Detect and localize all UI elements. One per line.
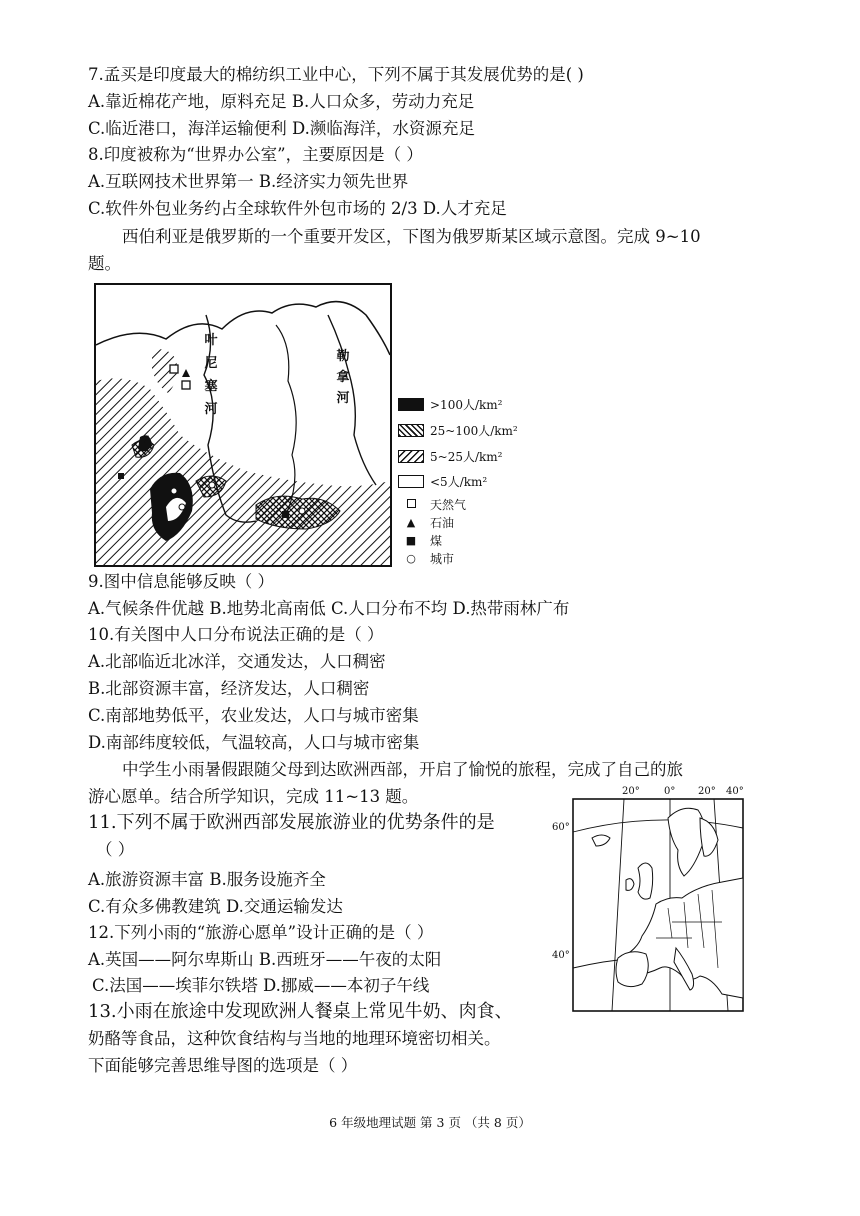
q8-options-ab: A.互联网技术世界第一 B.经济实力领先世界	[88, 172, 409, 191]
q8-options-cd: C.软件外包业务约占全球软件外包市场的 2/3 D.人才充足	[88, 199, 507, 218]
q10-option-b: B.北部资源丰富，经济发达，人口稠密	[88, 679, 370, 698]
q11-stem: 11.下列不属于欧洲西部发展旅游业的优势条件的是	[88, 812, 495, 833]
q12-stem: 12.下列小雨的“旅游心愿单”设计正确的是（ ）	[88, 923, 434, 942]
q8-stem: 8.印度被称为“世界办公室”，主要原因是（ ）	[88, 145, 423, 164]
lon-label-0: 0°	[664, 786, 676, 797]
russia-region-map	[94, 283, 392, 567]
intro-9-10-line2: 题。	[88, 254, 121, 273]
legend-item-under-5: <5人/km²	[398, 473, 487, 489]
q13-line3: 下面能够完善思维导图的选项是（ ）	[88, 1056, 358, 1075]
intro-11-13-line1: 中学生小雨暑假跟随父母到达欧洲西部，开启了愉悦的旅程，完成了自己的旅	[122, 760, 683, 779]
russia-map-graphic	[96, 285, 390, 565]
q10-stem: 10.有关图中人口分布说法正确的是（ ）	[88, 625, 384, 644]
legend-item-5-25: 5~25人/km²	[398, 448, 502, 464]
europe-map-graphic	[572, 798, 744, 1012]
legend-item-city: ○ 城市	[406, 551, 455, 566]
lena-river-label: 勒 拿 河	[336, 349, 350, 406]
q11-paren: （ ）	[96, 840, 135, 859]
russia-map-legend	[398, 396, 538, 568]
oil-icon: ▲	[406, 515, 416, 529]
q11-options-ab: A.旅游资源丰富 B.服务设施齐全	[88, 870, 326, 889]
coal-icon: ■	[405, 533, 417, 547]
q7-options-ab: A.靠近棉花产地，原料充足 B.人口众多，劳动力充足	[88, 92, 475, 111]
q10-option-d: D.南部纬度较低，气温较高，人口与城市密集	[88, 733, 420, 752]
legend-item-oil: ▲ 石油	[406, 515, 455, 530]
city-icon: ○	[406, 551, 416, 565]
lat-label-40n: 40°	[552, 950, 570, 961]
lon-label-20w: 20°	[622, 786, 640, 797]
yenisei-river-label: 叶 尼 塞 河	[204, 333, 218, 417]
q11-options-cd: C.有众多佛教建筑 D.交通运输发达	[88, 897, 343, 916]
legend-item-over-100: >100人/km²	[398, 396, 502, 412]
europe-map	[552, 786, 752, 1016]
legend-item-coal: ■ 煤	[405, 533, 443, 548]
q10-option-c: C.南部地势低平，农业发达，人口与城市密集	[88, 706, 419, 725]
legend-item-25-100: 25~100人/km²	[398, 422, 518, 438]
gas-icon	[407, 499, 416, 508]
lat-label-60n: 60°	[552, 822, 570, 833]
intro-11-13-line2: 游心愿单。结合所学知识，完成 11~13 题。	[88, 787, 419, 806]
lon-label-40e: 40°	[726, 786, 744, 797]
legend-item-gas: 天然气	[398, 496, 466, 512]
page-footer: 6 年级地理试题 第 3 页 （共 8 页）	[329, 1115, 531, 1130]
intro-9-10-line1: 西伯利亚是俄罗斯的一个重要开发区，下图为俄罗斯某区域示意图。完成 9~10	[122, 227, 701, 246]
q7-options-cd: C.临近港口，海洋运输便利 D.濒临海洋，水资源充足	[88, 119, 475, 138]
q13-line1: 13.小雨在旅途中发现欧洲人餐桌上常见牛奶、肉食、	[88, 1001, 513, 1022]
q7-stem: 7.孟买是印度最大的棉纺织工业中心，下列不属于其发展优势的是( )	[88, 65, 584, 84]
q9-options: A.气候条件优越 B.地势北高南低 C.人口分布不均 D.热带雨林广布	[88, 599, 570, 618]
lon-label-20e: 20°	[698, 786, 716, 797]
q10-option-a: A.北部临近北冰洋，交通发达，人口稠密	[88, 652, 386, 671]
q12-options-cd: C.法国——埃菲尔铁塔 D.挪威——本初子午线	[92, 976, 430, 995]
q13-line2: 奶酪等食品，这种饮食结构与当地的地理环境密切相关。	[88, 1029, 501, 1048]
q12-options-ab: A.英国——阿尔卑斯山 B.西班牙——午夜的太阳	[88, 950, 442, 969]
q9-stem: 9.图中信息能够反映（ ）	[88, 572, 274, 591]
